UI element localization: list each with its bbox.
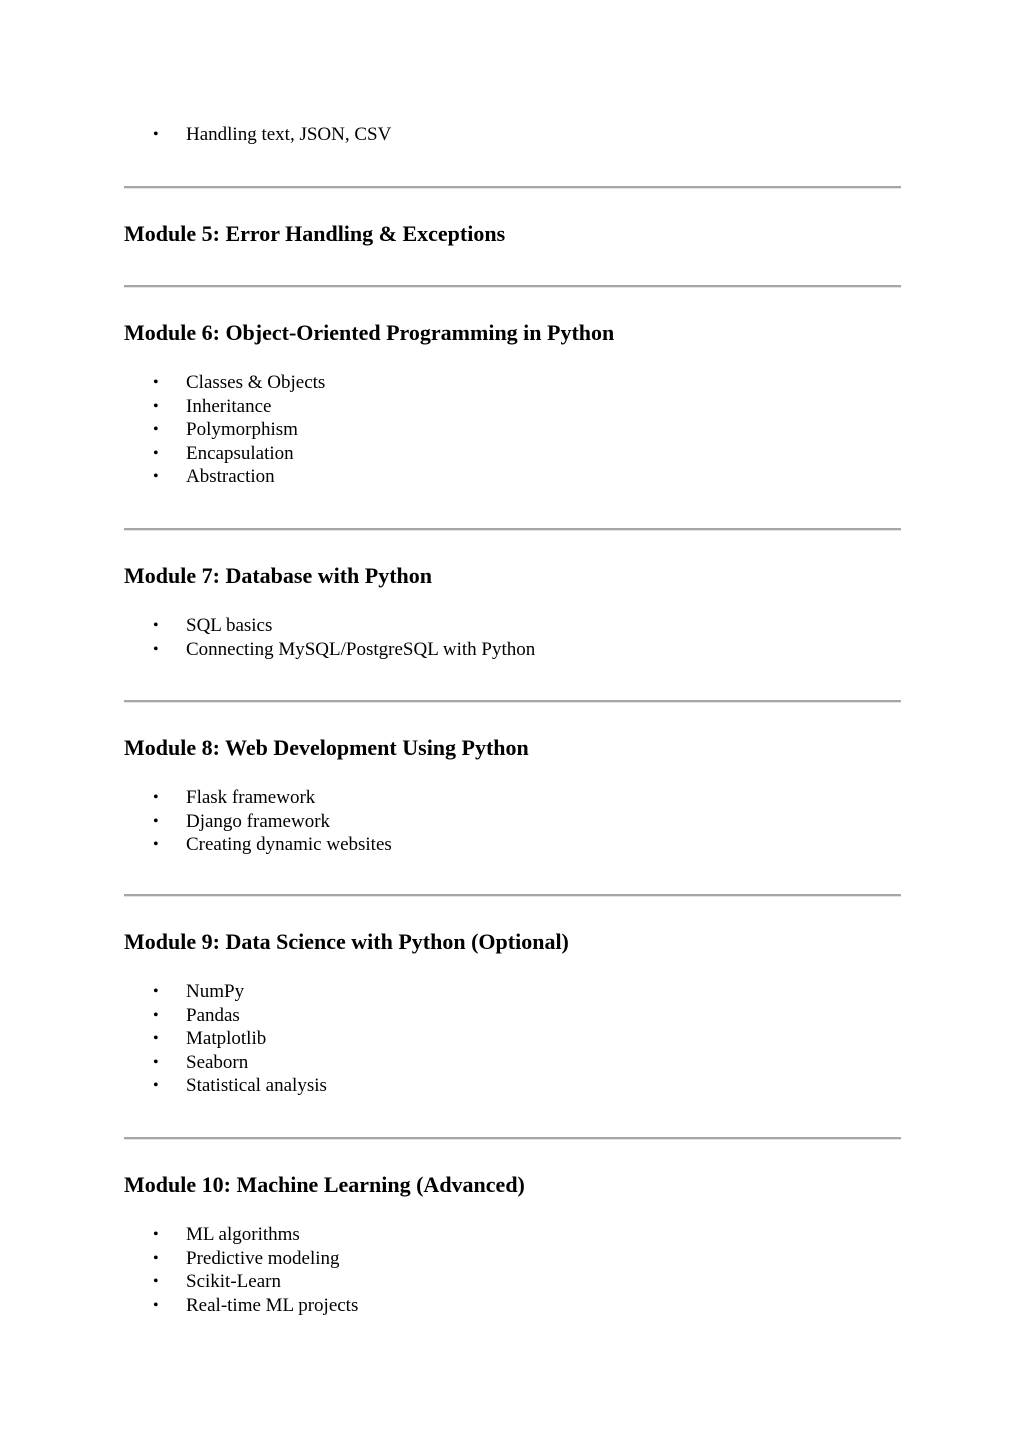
- module-8-topic-list: [0, 786, 392, 857]
- list-item: • Inheritance: [0, 395, 325, 419]
- list-item: • Polymorphism: [0, 418, 325, 442]
- section-divider: [124, 285, 901, 288]
- list-item: • Statistical analysis: [0, 1074, 327, 1098]
- module-10-heading: Module 10: Machine Learning (Advanced): [124, 1172, 525, 1197]
- module-6-topic-list: [0, 371, 325, 489]
- list-item: • SQL basics: [0, 614, 535, 638]
- list-item: • Real-time ML projects: [0, 1294, 358, 1318]
- list-item: • Handling text, JSON, CSV: [0, 123, 391, 147]
- list-item: • Predictive modeling: [0, 1247, 358, 1271]
- list-item: • Abstraction: [0, 465, 325, 489]
- list-item: • Encapsulation: [0, 442, 325, 466]
- list-item: • Seaborn: [0, 1051, 327, 1075]
- module-5-heading: Module 5: Error Handling & Exceptions: [124, 221, 506, 246]
- module-10-topic-list: [0, 1223, 358, 1317]
- module-7-heading: Module 7: Database with Python: [124, 563, 433, 588]
- list-item: • Scikit-Learn: [0, 1270, 358, 1294]
- section-divider: [124, 894, 901, 897]
- module-8-heading: Module 8: Web Development Using Python: [124, 735, 529, 760]
- module-6-heading: Module 6: Object-Oriented Programming in Python: [124, 320, 615, 345]
- section-divider: [124, 528, 901, 531]
- module-9-heading: Module 9: Data Science with Python (Optional): [124, 929, 569, 954]
- module-9-topic-list: [0, 980, 327, 1098]
- list-item: • Flask framework: [0, 786, 392, 810]
- list-item: • Django framework: [0, 810, 392, 834]
- section-divider: [124, 1137, 901, 1140]
- list-item: • ML algorithms: [0, 1223, 358, 1247]
- list-item: • Matplotlib: [0, 1027, 327, 1051]
- file-handling-list: [0, 123, 391, 147]
- section-divider: [124, 700, 901, 703]
- list-item: • Creating dynamic websites: [0, 833, 392, 857]
- section-divider: [124, 186, 901, 189]
- list-item: • Pandas: [0, 1004, 327, 1028]
- list-item: • Classes & Objects: [0, 371, 325, 395]
- list-item: • Connecting MySQL/PostgreSQL with Python: [0, 638, 535, 662]
- list-item: • NumPy: [0, 980, 327, 1004]
- module-7-topic-list: [0, 614, 535, 661]
